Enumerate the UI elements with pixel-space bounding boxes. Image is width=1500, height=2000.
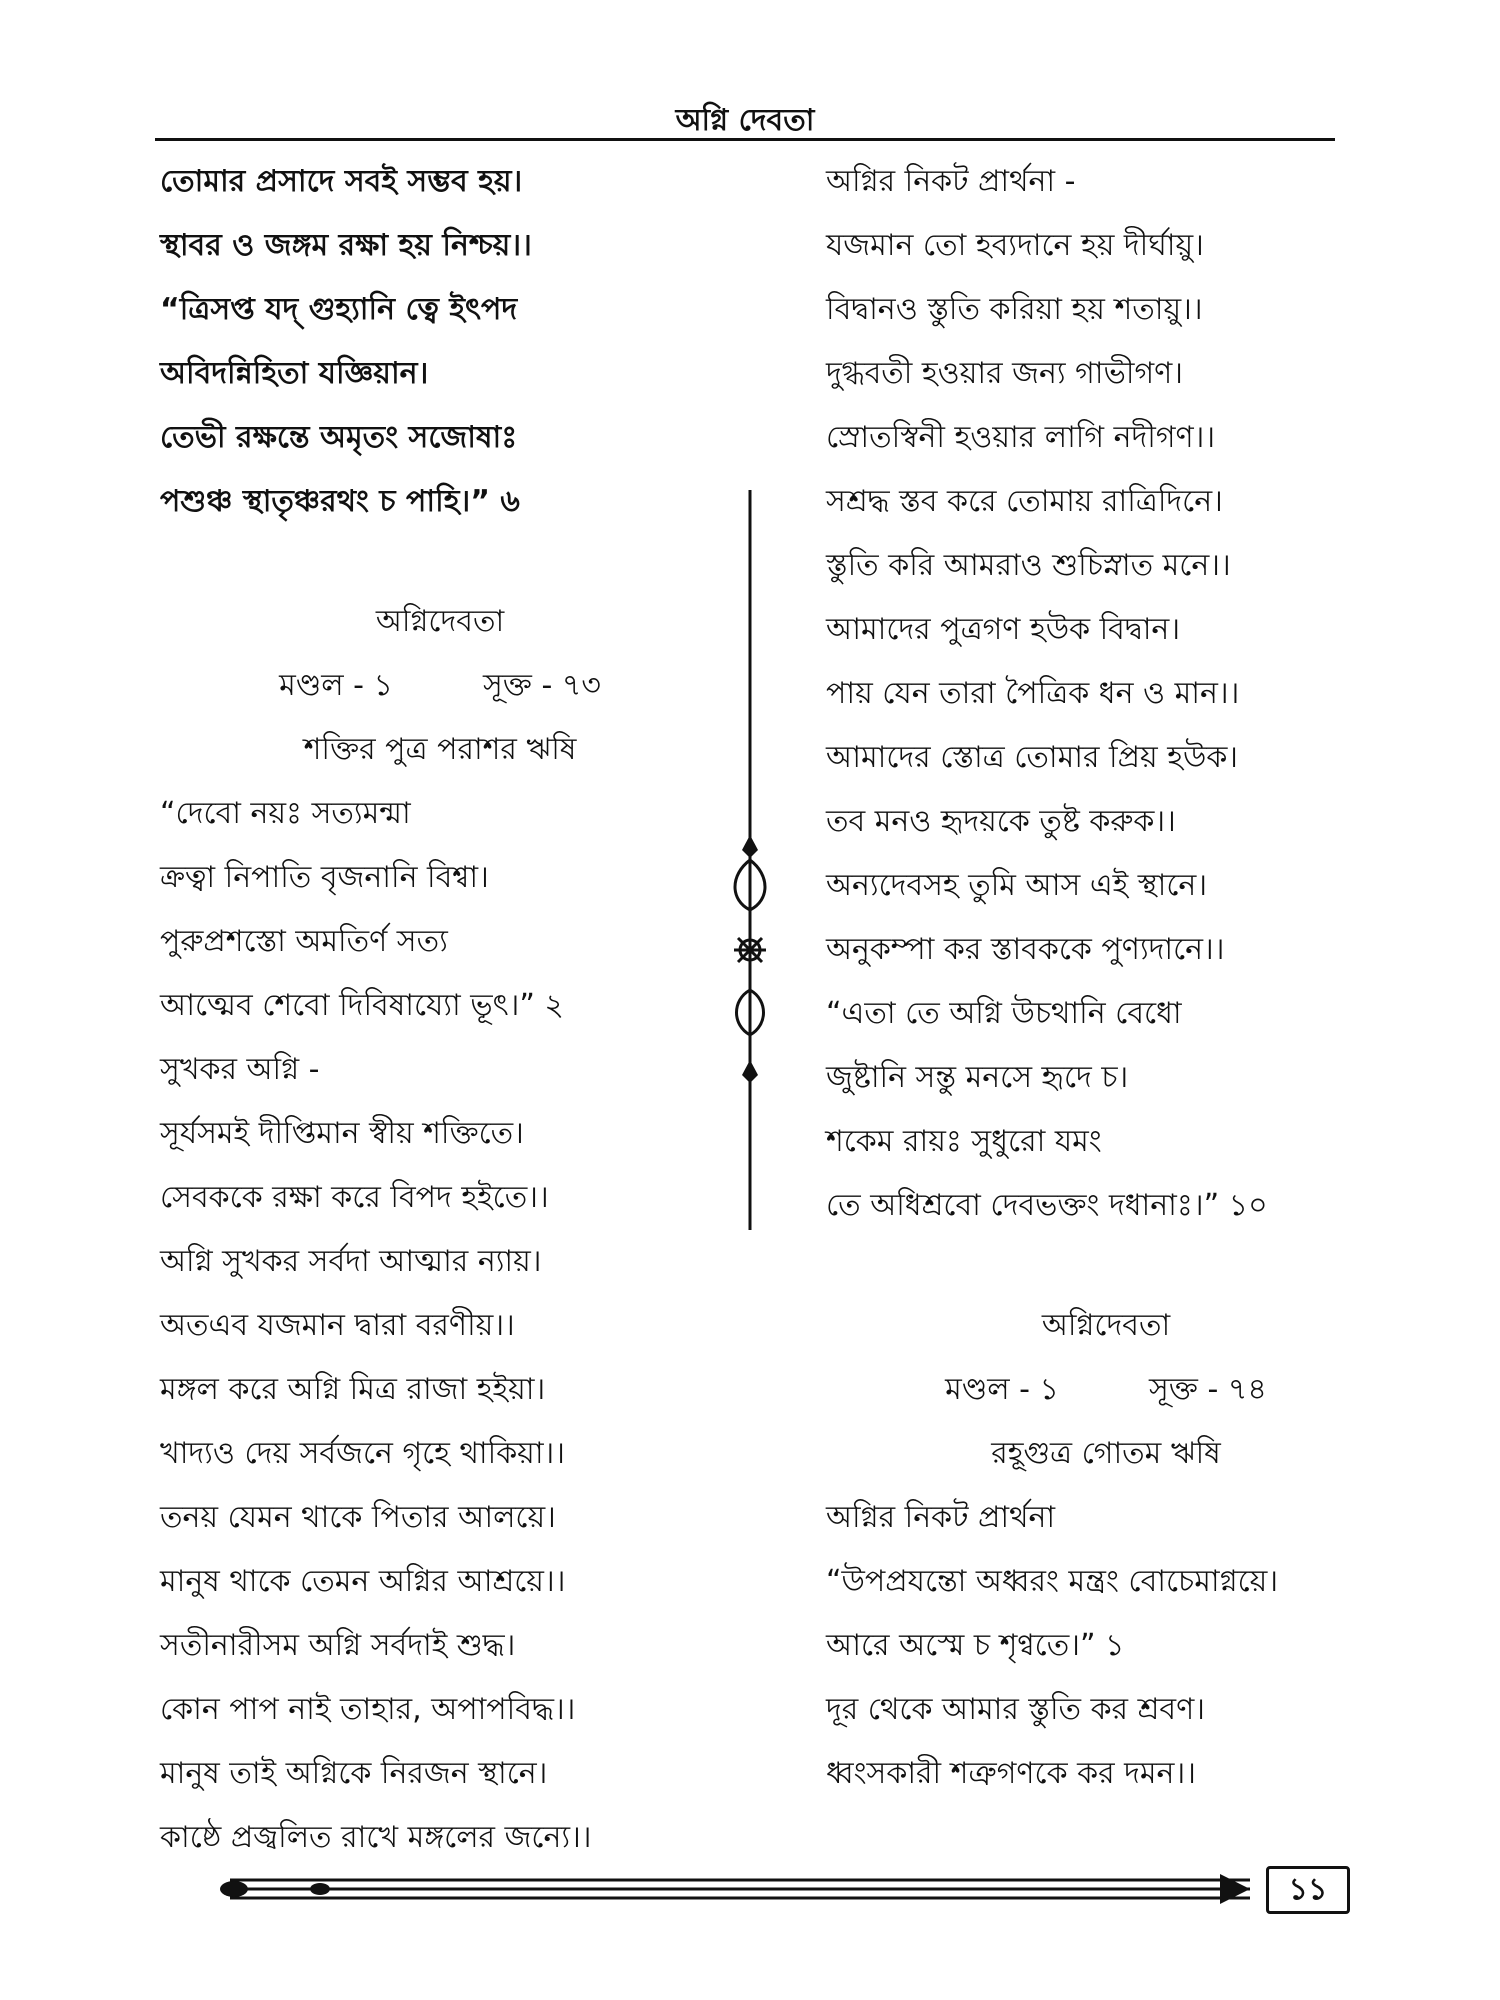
verse-line: আমাদের পুত্রগণ হউক বিদ্বান। [826,612,1181,647]
verse-line: সতীনারীসম অগ্নি সর্বদাই শুদ্ধ। [160,1628,516,1663]
verse-line: পশুঞ্চ স্থাতৃঞ্চরথং চ পাহি।” ৬ [160,484,520,519]
verse-line: কোন পাপ নাই তাহার, অপাপবিদ্ধ।। [160,1692,576,1727]
mandal-label: মণ্ডল - ১ [945,1372,1059,1407]
section-gap [160,534,720,590]
verse-line: অগ্নি সুখকর সর্বদা আত্মার ন্যায়। [160,1244,542,1279]
verse-line: অগ্নির নিকট প্রার্থনা - [826,164,1076,199]
verse-line: আরে অস্মে চ শৃণ্বতে।” ১ [826,1628,1125,1663]
rishi-heading: রহূগুত্র গোতম ঋষি [991,1436,1221,1471]
verse-line: জুষ্টানি সন্তু মনসে হৃদে চ। [826,1060,1129,1095]
rishi-heading: শক্তির পুত্র পরাশর ঋষি [303,732,577,767]
verse-line: সূর্যসমই দীপ্তিমান স্বীয় শক্তিতে। [160,1116,524,1151]
verse-line: আত্মেব শেবো দিবিষায্যো ভূৎ।” ২ [160,988,564,1023]
section-deity-heading: অগ্নিদেবতা [375,604,505,639]
verse-line: অতএব যজমান দ্বারা বরণীয়।। [160,1308,515,1343]
verse-line: তে অধিশ্রবো দেবভক্তং দধানাঃ।” ১০ [826,1188,1268,1223]
section-deity-heading: অগ্নিদেবতা [1041,1308,1171,1343]
verse-line: ক্রত্বা নিপাতি বৃজনানি বিশ্বা। [160,860,489,895]
verse-line: বিদ্বানও স্তুতি করিয়া হয় শতায়ু।। [826,292,1203,327]
verse-line: কাষ্ঠে প্রজ্বলিত রাখে মঙ্গলের জন্যে।। [160,1820,592,1855]
sukta-label: সূক্ত - ৭৩ [482,668,601,703]
verse-line: অনুকম্পা কর স্তাবককে পুণ্যদানে।। [826,932,1225,967]
verse-line: অবিদন্নিহিতা যজ্ঞিয়ান। [160,356,429,391]
verse-line: মানুষ তাই অগ্নিকে নিরজন স্থানে। [160,1756,548,1791]
verse-line: পায় যেন তারা পৈত্রিক ধন ও মান।। [826,676,1240,711]
verse-line: অন্যদেবসহ তুমি আস এই স্থানে। [826,868,1208,903]
verse-line: “দেবো নয়ঃ সত্যমন্মা [160,796,411,831]
verse-line: তোমার প্রসাদে সবই সম্ভব হয়। [160,164,523,199]
verse-line: স্রোতস্বিনী হওয়ার লাগি নদীগণ।। [826,420,1216,455]
verse-line: “উপপ্রযন্তো অধ্বরং মন্ত্রং বোচেমাগ্নয়ে। [826,1564,1279,1599]
verse-line: ধ্বংসকারী শত্রুগণকে কর দমন।। [826,1756,1196,1791]
page-footer [210,1864,1350,1914]
mandal-sukta-row [160,654,720,718]
verse-line: সশ্রদ্ধ স্তব করে তোমায় রাত্রিদিনে। [826,484,1223,519]
verse-line: তনয় যেমন থাকে পিতার আলয়ে। [160,1500,556,1535]
verse-line: দূর থেকে আমার স্তুতি কর শ্রবণ। [826,1692,1205,1727]
sukta-label: সূক্ত - ৭৪ [1148,1372,1267,1407]
verse-line: তব মনও হৃদয়কে তুষ্ট করুক।। [826,804,1176,839]
verse-line: স্তুতি করি আমরাও শুচিস্নাত মনে।। [826,548,1231,583]
verse-line: মানুষ থাকে তেমন অগ্নির আশ্রয়ে।। [160,1564,566,1599]
verse-line: অগ্নির নিকট প্রার্থনা [826,1500,1056,1535]
verse-line: শকেম রায়ঃ সুধুরো যমং [826,1124,1102,1159]
column-divider-ornament [720,490,780,1230]
footer-rule-ornament [210,1864,1250,1914]
left-column [160,150,720,1870]
page-header: অগ্নি দেবতা [675,103,815,138]
verse-line: সেবককে রক্ষা করে বিপদ হইতে।। [160,1180,549,1215]
verse-line: “এতা তে অগ্নি উচথানি বেধো [826,996,1182,1031]
verse-line: দুগ্ধবতী হওয়ার জন্য গাভীগণ। [826,356,1183,391]
page-number: ১১ [1266,1866,1350,1914]
mandal-label: মণ্ডল - ১ [279,668,393,703]
verse-line: খাদ্যও দেয় সর্বজনে গৃহে থাকিয়া।। [160,1436,566,1471]
right-column [826,150,1386,1806]
mandal-sukta-row [826,1358,1386,1422]
verse-line: মঙ্গল করে অগ্নি মিত্র রাজা হইয়া। [160,1372,546,1407]
verse-line: তেভী রক্ষন্তে অমৃতং সজোষাঃ [160,420,518,455]
verse-line: “ত্রিসপ্ত যদ্ গুহ্যানি ত্বে ইৎপদ [160,292,518,327]
section-gap [826,1238,1386,1294]
verse-line: সুখকর অগ্নি - [160,1052,320,1087]
verse-line: যজমান তো হব্যদানে হয় দীর্ঘায়ু। [826,228,1204,263]
verse-line: পুরুপ্রশস্তো অমতির্ণ সত্য [160,924,448,959]
verse-line: আমাদের স্তোত্র তোমার প্রিয় হউক। [826,740,1239,775]
verse-line: স্থাবর ও জঙ্গম রক্ষা হয় নিশ্চয়।। [160,228,532,263]
header-rule [155,138,1335,141]
